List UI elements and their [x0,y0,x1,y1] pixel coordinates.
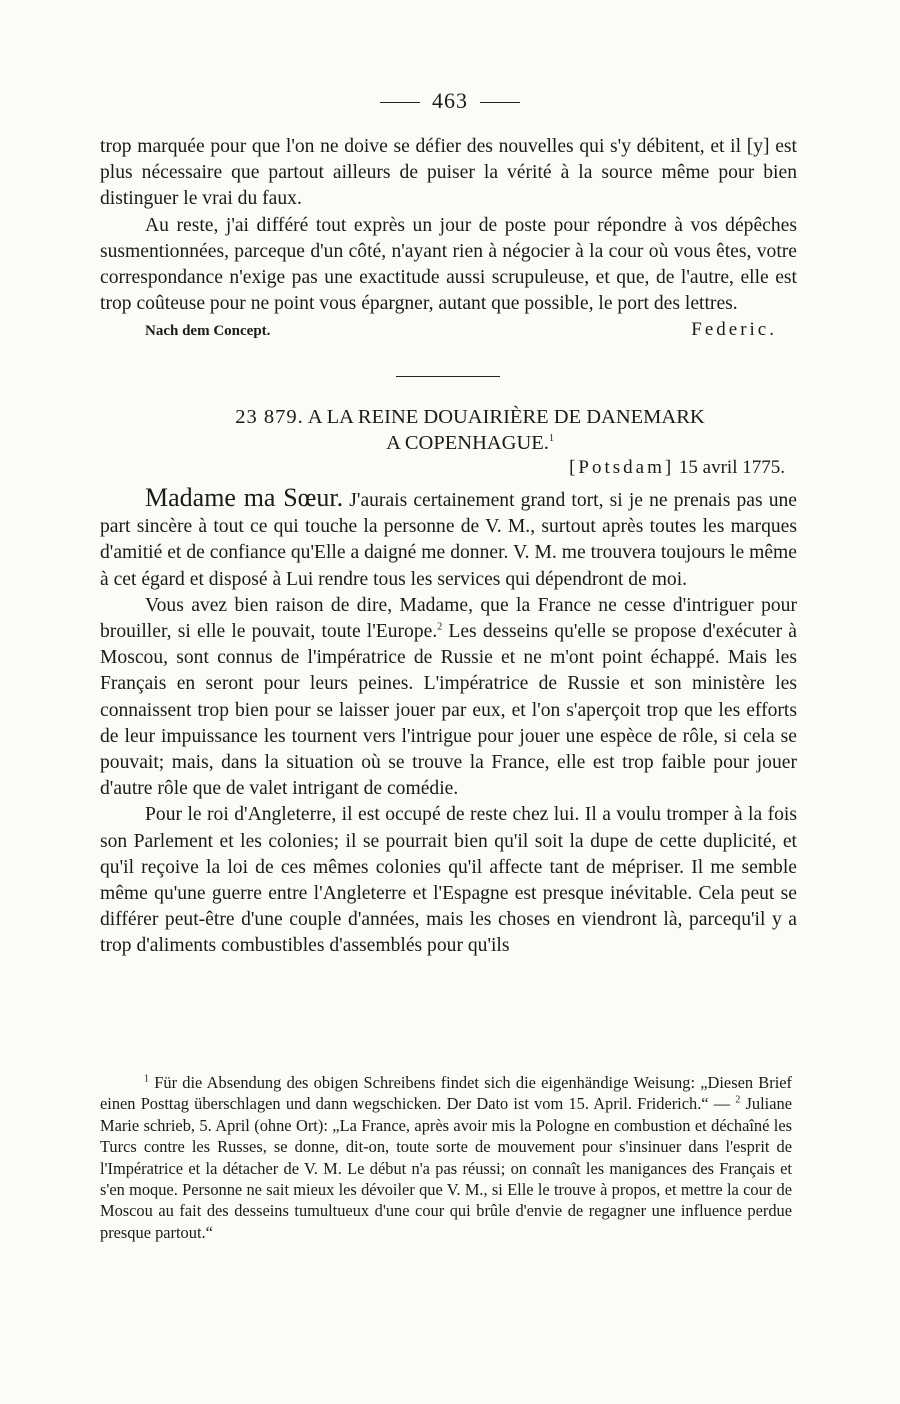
paragraph-1-text: J'aurais certainement grand tort, si je ne prenais pas une part sincère à tout ce qui touche la personne de V. M., surtout après toutes les marques d'amitié et de confiance qu'Elle a daigné me donner. V. M. me trouvera toujours le même à cet égard et disposé à Lui rendre tous les services qui dépendront de moi. [100,490,797,590]
date-text: 15 avril 1775. [678,457,785,478]
signature: Federic. [691,319,777,341]
section-divider [396,376,500,377]
heading-subtitle: A COPENHAGUE. [386,432,549,454]
continuation-paragraph-1: trop marquée pour que l'on ne doive se défier des nouvelles qui s'y débitent, et il [y] est plus nécessaire que partout ailleurs de puiser la vérité à la source même pour bien distinguer le vrai du faux. [100,136,797,210]
footnote-1-marker: 1 [144,1073,149,1085]
body-footnote-ref: 2 [437,621,443,633]
continuation-paragraph-2: Au reste, j'ai différé tout exprès un jour de poste pour répondre à vos dépêches susmentionnées, parceque d'un côté, n'ayant rien à négocier à la cour où vous êtes, votre correspondance n'exige pas une exactitude aussi scrupuleuse, et que, de l'autre, elle est trop coûteuse pour ne point vous épargner, autant que possible, le port des lettres. [100,214,797,315]
heading-line-1 [100,404,840,430]
header-dash-left [380,102,420,103]
letter-paragraph-1 [100,485,797,593]
source-note: Nach dem Concept. [145,323,271,340]
dateline [569,457,785,479]
footnotes [100,1072,792,1243]
footnote-2-marker: 2 [735,1094,741,1106]
heading-footnote-ref: 1 [548,433,554,445]
header-dash-right [480,102,520,103]
heading-line-2 [100,430,840,456]
closing-row [100,317,797,344]
paragraph-2-text-b: Les desseins qu'elle se propose d'exécuter à Moscou, sont connus de l'impératrice de Russie et ne m'ont point échappé. Mais les Français en seront pour leurs peines. L'impératrice de Russie et son ministère les connaissent trop bien pour se laisser jouer par eux, et l'on s'aperçoit trop que les efforts de leur impuissance les tournent vers l'intrigue pour jouer une espèce de rôle, si cela se pouvait; mais, dans la situation où se trouve la France, elle est trop faible pour jouer d'autre rôle que de valet intrigant de comédie. [100,621,797,800]
letter-body [100,485,797,960]
continuation-text [100,134,797,345]
page-number: 463 [432,88,468,113]
letter-number: 23 879. [235,406,304,428]
paragraph-2-text-a: Vous avez bien raison de dire, Madame, que la France ne cesse d'intriguer pour brouiller, si elle le pouvait, toute l'Europe. [100,594,797,643]
date-place: [Potsdam] [569,457,675,478]
letter-paragraph-3: Pour le roi d'Angleterre, il est occupé de reste chez lui. Il a voulu tromper à la fois son Parlement et les colonies; il se pourrait bien qu'il soit la dupe de cette duplicité, et qu'il reçoive la loi de ces mêmes colonies qu'il affecte tant de mépriser. Il me semble même qu'une guerre entre l'Angleterre et l'Espagne est presque inévitable. Cela peut se différer peut-être d'une couple d'années, mais les choses en viendront là, parcequ'il y a trop d'aliments combustibles d'assemblés pour qu'ils [100,804,797,957]
footnote-2-text: Juliane Marie schrieb, 5. April (ohne Ort): „La France, après avoir mis la Pologne en combustion et déchaîné les Turcs contre les Russes, se donne, dit-on, toute sorte de mouvement pour s'insinuer dans l'esprit de l'Impératrice et la détacher de V. M. Le début n'a pas réussi; on connaît les manigances des Français et s'en moque. Personne ne sait mieux les dévoiler que V. M., si Elle le trouve à propos, et mettre la cour de Moscou au fait des desseins tumultueux d'une cour qui brûle d'envie de regagner une influence perdue presque partout.“ [100,1094,792,1242]
salutation: Madame ma Sœur. [145,483,344,512]
footnote-block [100,1072,792,1243]
footnote-1-text: Für die Absendung des obigen Schreibens findet sich die eigenhändige Weisung: „Diesen Brief einen Posttag überschlagen und dann wegschicken. Der Dato ist vom 15. April. Friderich.“ — [100,1073,792,1114]
page-header [0,88,900,114]
letter-paragraph-2 [100,593,797,803]
heading-title: A LA REINE DOUAIRIÈRE DE DANEMARK [307,406,705,428]
letter-heading [100,404,840,456]
